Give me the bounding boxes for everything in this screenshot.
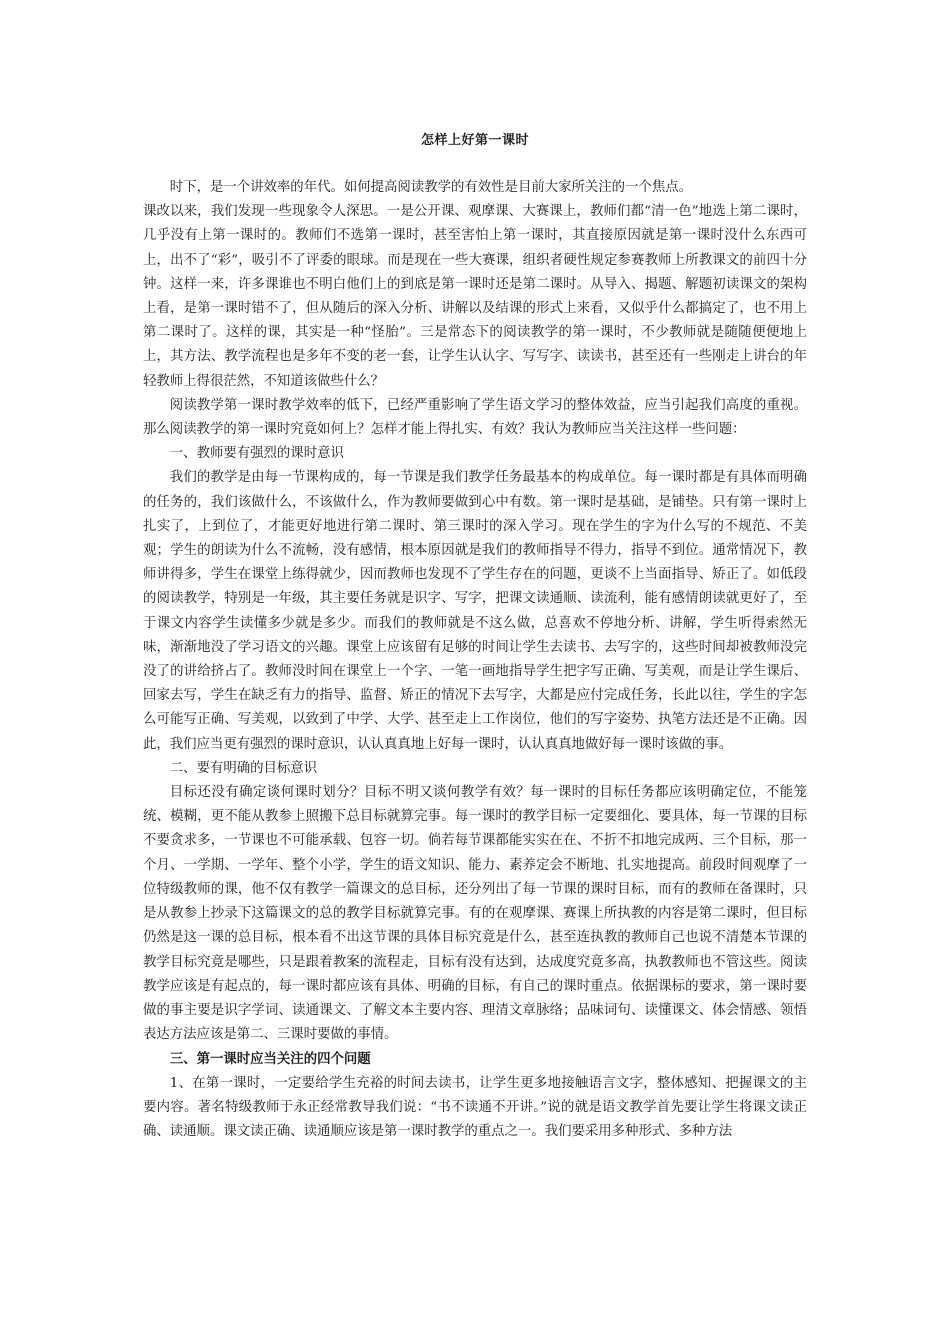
paragraph-question: 阅读教学第一课时教学效率的低下，已经严重影响了学生语文学习的整体效益，应当引起我们高度的重视。那么阅读教学的第一课时究竟如何上？怎样才能上得扎实、有效？我认为教师应当关注这样一些问题：	[143, 397, 807, 438]
paragraph-intro: 时下，是一个讲效率的年代。如何提高阅读教学的有效性是目前大家所关注的一个焦点。	[169, 180, 693, 195]
paragraph-section-3: 1、在第一课时，一定要给学生充裕的时间去读书，让学生更多地接触语言文字，整体感知、把握课文的主要内容。著名特级教师于永正经常教导我们说：“书不读通不开讲。”说的就是语文教学首先要让学生将课文读正确、读通顺。课文读正确、读通顺应该是第一课时教学的重点之一。我们要采用多种形式、多种方法	[143, 1075, 807, 1139]
section-heading-3: 三、第一课时应当关注的四个问题	[169, 1051, 371, 1068]
section-heading-2: 二、要有明确的目标意识	[169, 760, 318, 776]
paragraph-section-2: 目标还没有确定谈何课时划分？目标不明又谈何教学有效？每一课时的目标任务都应该明确定位，不能笼统、模糊，更不能从教参上照搬下总目标就算完事。每一课时的教学目标一定要细化、要具体，每一节课的目标不要贪求多，一节课也不可能承载、包容一切。倘若每节课都能实实在在、不折不扣地完成两、三个目标，那一个月、一学期、一学年、整个小学，学生的语文知识、能力、素养定会不断地、扎实地提高。前段时间观摩了一位特级教师的课，他不仅有教学一篇课文的总目标，还分列出了每一节课的课时目标，而有的教师在备课时，只是从教参上抄录下这篇课文的总的教学目标就算完事。有的在观摩课、赛课上所执教的内容是第二课时，但目标仍然是这一课的总目标，根本看不出这节课的具体目标究竟是什么，甚至连执教的教师自己也说不清楚本节课的教学目标究竟是哪些，只是跟着教案的流程走，目标有没有达到，达成度究竟多高，执教教师也不管这些。阅读教学应该是有起点的，每一课时都应该有具体、明确的目标，有自己的课时重点。依据课标的要求，第一课时要做的事主要是识字学词、读通课文、了解文本主要内容、理清文章脉络；品味词句、读懂课文、体会情感、领悟表达方法应该是第二、三课时要做的事情。	[143, 785, 807, 1043]
document-title: 怎样上好第一课时	[420, 133, 529, 148]
paragraph-phenomena: 课改以来，我们发现一些现象令人深思。一是公开课、观摩课、大赛课上，教师们都“清一色”地选上第二课时，几乎没有上第一课时的。教师们不选第一课时，甚至害怕上第一课时，其直接原因就是第一课时没什么东西可上，出不了“彩”，吸引不了评委的眼球。而是现在一些大赛课，组织者硬性规定参赛教师上所教课文的前四十分钟。这样一来，许多课谁也不明白他们上的到底是第一课时还是第二课时。从导入、揭题、解题初读课文的架构上看，是第一课时错不了，但从随后的深入分析、讲解以及结课的形式上来看，又似乎什么都搞定了，也不用上第二课时了。这样的课，其实是一种“怪胎”。三是常态下的阅读教学的第一课时，不少教师就是随随便便地上上，其方法、教学流程也是多年不变的老一套，让学生认认字、写写字、读读书，甚至还有一些刚走上讲台的年轻教师上得很茫然，不知道该做些什么？	[143, 204, 807, 389]
paragraph-section-1: 我们的教学是由每一节课构成的，每一节课是我们教学任务最基本的构成单位。每一课时都是有具体而明确的任务的，我们该做什么，不该做什么，作为教师要做到心中有数。第一课时是基础，是铺垫。只有第一课时上扎实了，上到位了，才能更好地进行第二课时、第三课时的深入学习。现在学生的字为什么写的不规范、不美观；学生的朗读为什么不流畅，没有感情，根本原因就是我们的教师指导不得力，指导不到位。通常情况下，教师讲得多，学生在课堂上练得就少，因而教师也发现不了学生存在的问题，更谈不上当面指导、矫正了。如低段的阅读教学，特别是一年级，其主要任务就是识字、写字，把课文读通顺、读流利，能有感情朗读就更好了，至于课文内容学生读懂多少就是多少。而我们的教师就是不这么做，总喜欢不停地分析、讲解，学生听得索然无味，渐渐地没了学习语文的兴趣。课堂上应该留有足够的时间让学生去读书、去写字的，这些时间却被教师没完没了的讲给挤占了。教师没时间在课堂上一个字、一笔一画地指导学生把字写正确、写美观，而是让学生课后、回家去写，学生在缺乏有力的指导、监督、矫正的情况下去写字，大都是应付完成任务，长此以往，学生的字怎么可能写正确、写美观，以致到了中学、大学、甚至走上工作岗位，他们的写字姿势、执笔方法还是不正确。因此，我们应当更有强烈的课时意识，认认真真地上好每一课时，认认真真地做好每一课时该做的事。	[143, 470, 807, 752]
section-heading-1: 一、教师要有强烈的课时意识	[169, 446, 344, 462]
document-body	[143, 176, 807, 1144]
